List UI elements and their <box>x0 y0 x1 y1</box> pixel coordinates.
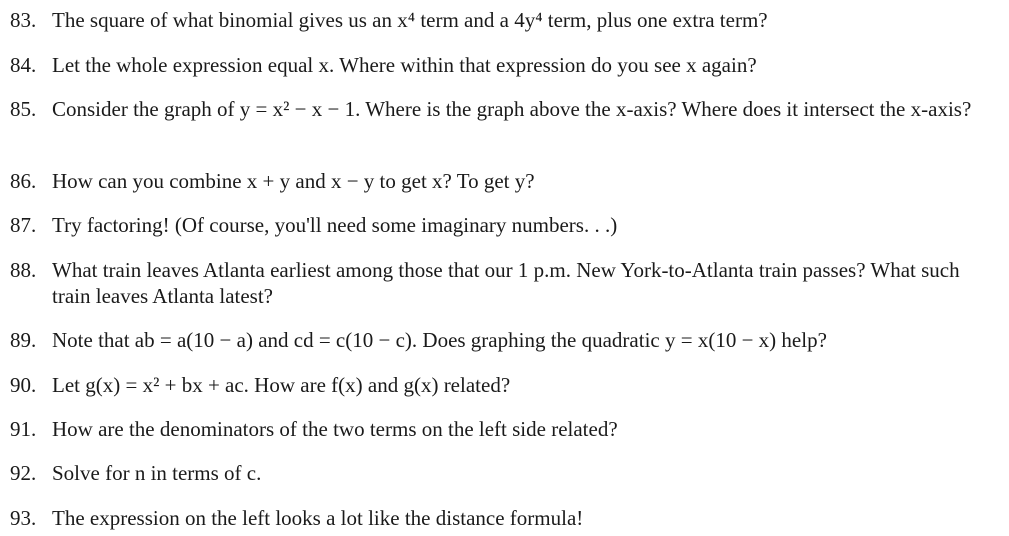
hint-number: 92. <box>10 461 37 485</box>
hint-item <box>10 372 1000 398</box>
hint-number: 84. <box>10 53 37 77</box>
hint-number: 89. <box>10 328 37 352</box>
hint-item <box>10 460 1000 486</box>
hint-item <box>10 7 1000 33</box>
hint-number: 93. <box>10 506 37 530</box>
hint-item <box>10 505 1000 531</box>
hint-number: 83. <box>10 8 37 32</box>
hint-number: 85. <box>10 97 37 121</box>
hint-text: The square of what binomial gives us an x⁴ term and a 4y⁴ term, plus one extra term? <box>52 8 768 32</box>
hint-text: Solve for n in terms of c. <box>52 461 262 485</box>
hint-item <box>10 96 1000 122</box>
hint-item <box>10 168 1000 194</box>
hint-text: Note that ab = a(10 − a) and cd = c(10 − c). Does graphing the quadratic y = x(10 − x) help? <box>52 328 827 352</box>
hint-text: How are the denominators of the two terms on the left side related? <box>52 417 618 441</box>
hint-item <box>10 212 1000 238</box>
hint-item <box>10 257 1000 309</box>
hint-item <box>10 327 1000 353</box>
hint-number: 91. <box>10 417 37 441</box>
hint-text: What train leaves Atlanta earliest among those that our 1 p.m. New York-to-Atlanta train passes? What such train leaves Atlanta latest? <box>52 258 960 308</box>
hint-number: 90. <box>10 373 37 397</box>
hint-number: 87. <box>10 213 37 237</box>
hint-text: The expression on the left looks a lot like the distance formula! <box>52 506 584 530</box>
hint-number: 86. <box>10 169 37 193</box>
hint-item <box>10 52 1000 78</box>
hint-text: Try factoring! (Of course, you'll need some imaginary numbers. . .) <box>52 213 618 237</box>
hint-text: Let g(x) = x² + bx + ac. How are f(x) and g(x) related? <box>52 373 511 397</box>
hint-text: Let the whole expression equal x. Where within that expression do you see x again? <box>52 53 757 77</box>
hint-item <box>10 416 1000 442</box>
hint-text: Consider the graph of y = x² − x − 1. Where is the graph above the x-axis? Where does it intersect the x-axis? <box>52 97 972 121</box>
hint-number: 88. <box>10 258 37 282</box>
hint-text: How can you combine x + y and x − y to get x? To get y? <box>52 169 535 193</box>
